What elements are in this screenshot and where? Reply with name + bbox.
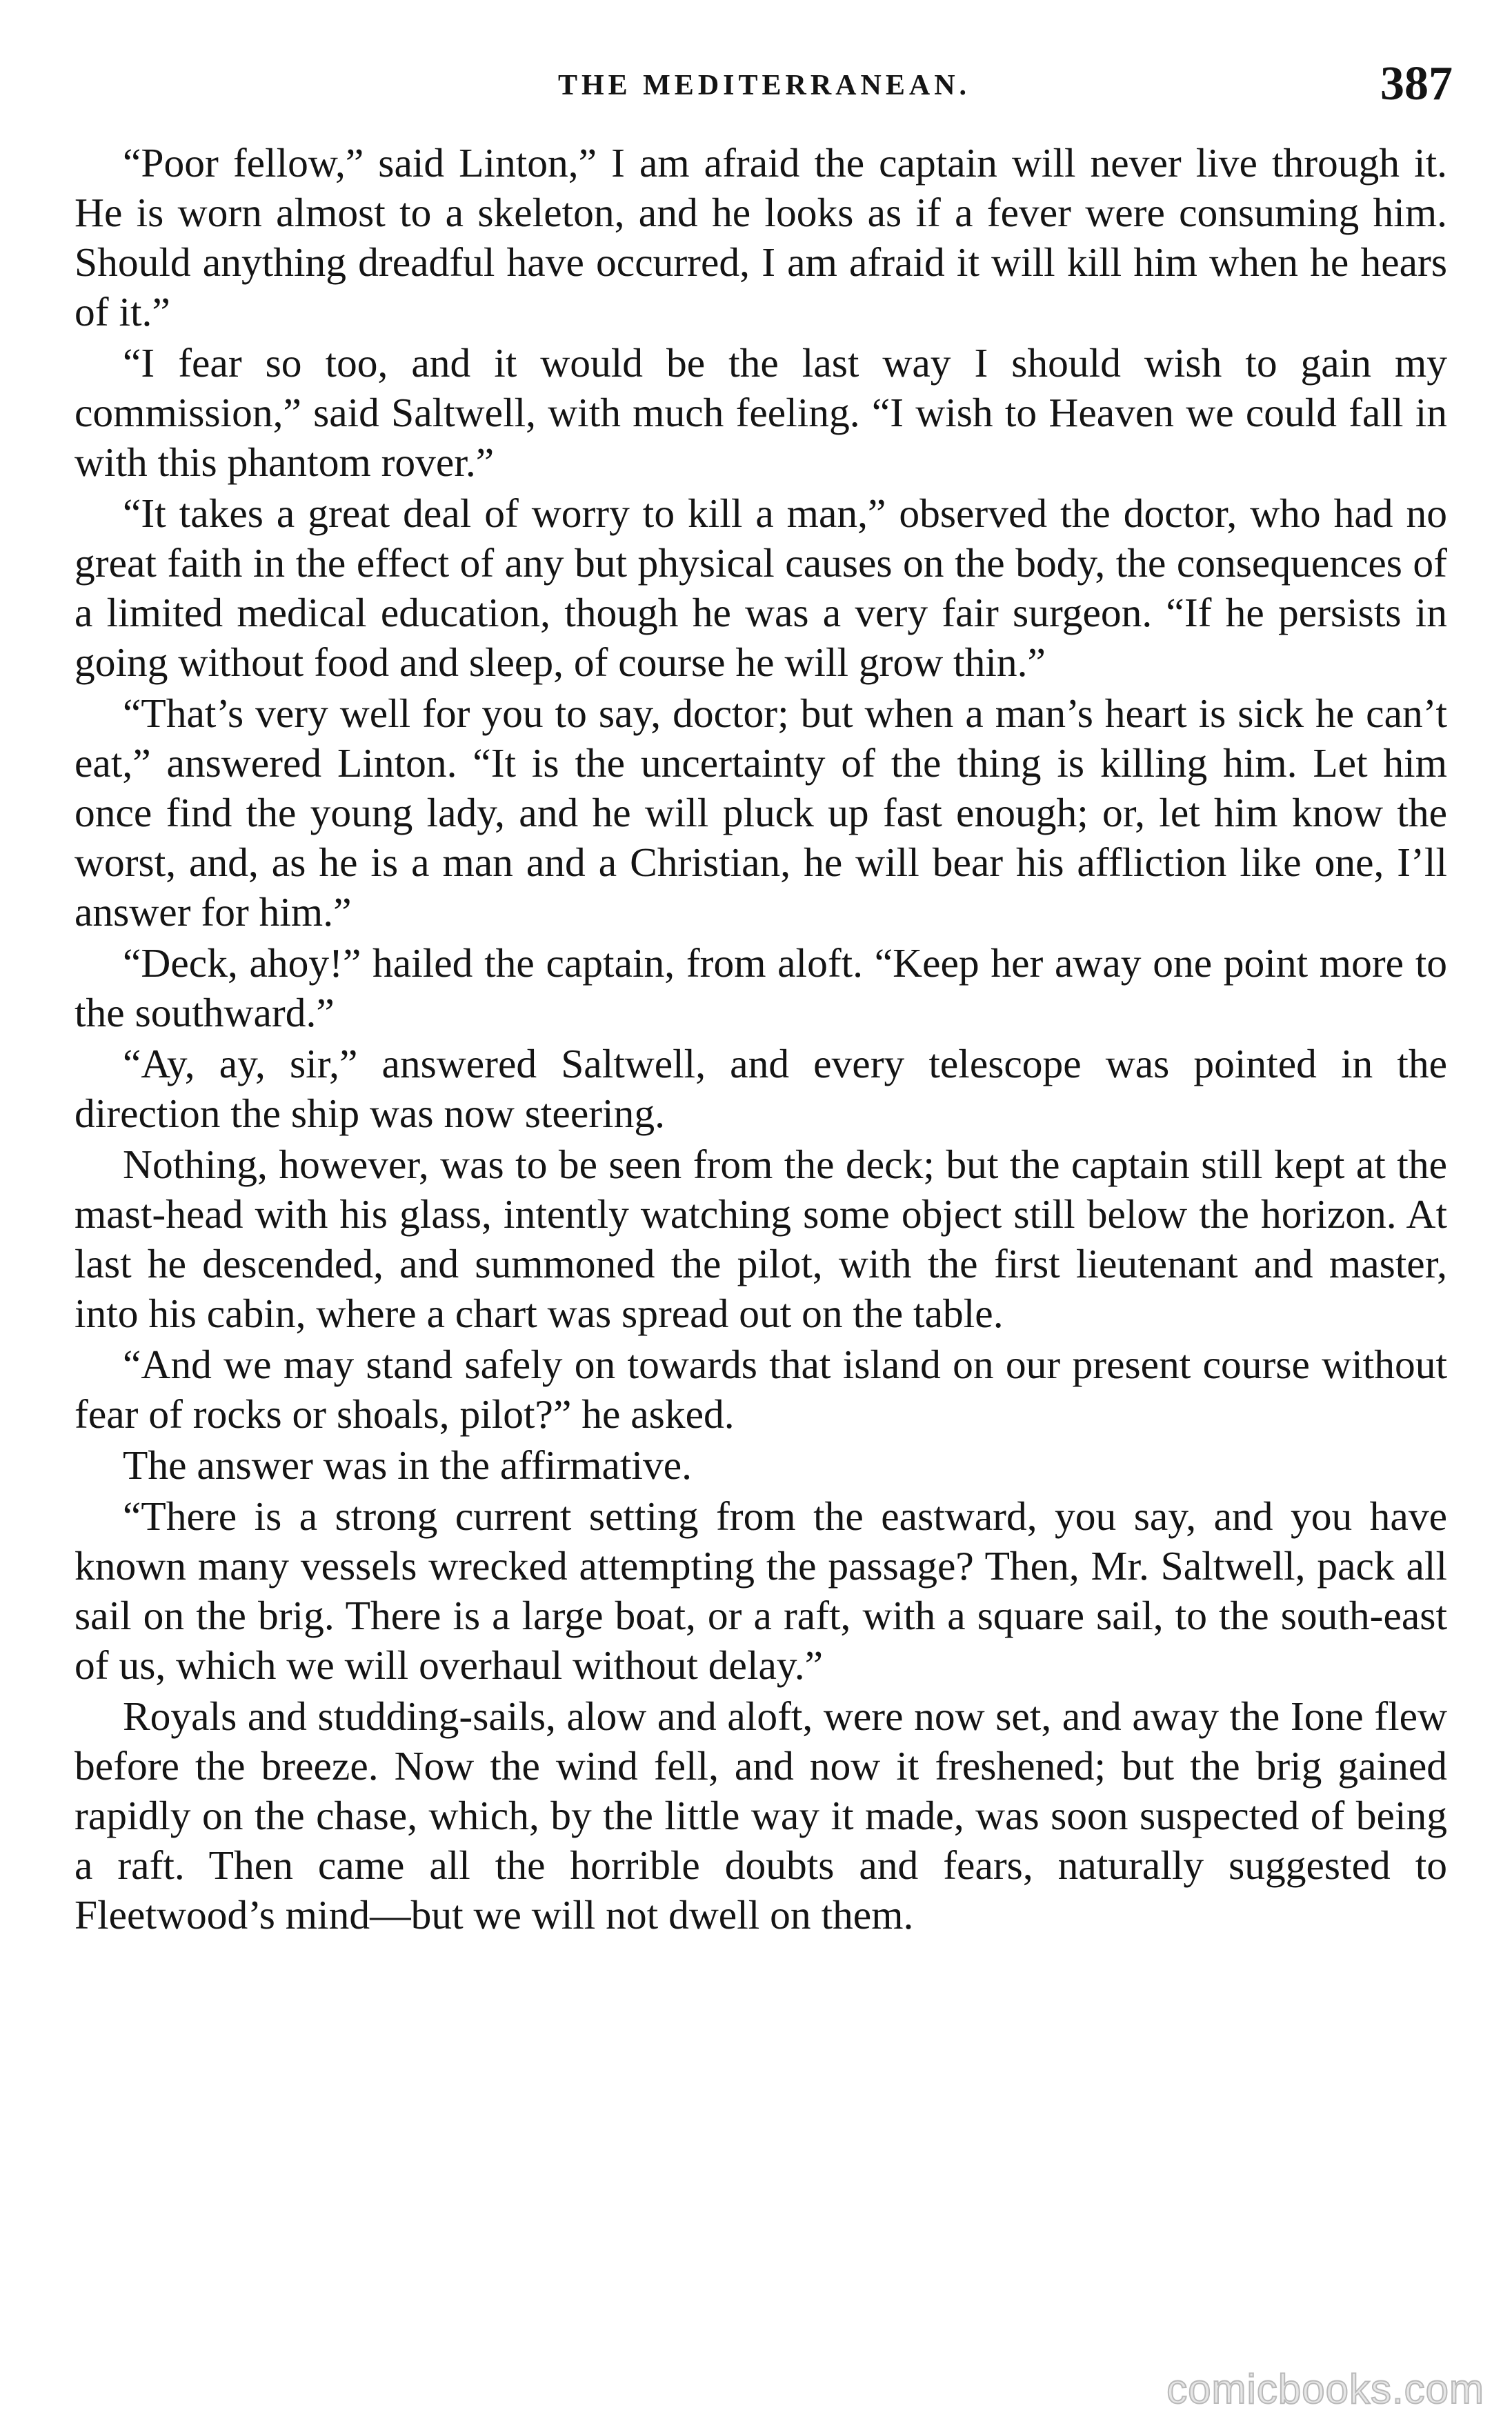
paragraph: Royals and studding-sails, alow and aloft, were now set, and away the Ione flew before the breeze. Now the wind fell, and now it freshened; but the brig gained rapidly on the chase, which, by the little way it made, was soon suspected of being a raft. Then came all the horrible doubts and fears, naturally suggested to Fleetwood’s mind—but we will not dwell on them. bbox=[74, 1693, 1447, 1938]
watermark: comicbooks.com bbox=[1166, 2366, 1484, 2412]
paragraph: “It takes a great deal of worry to kill a man,” observed the doctor, who had no great faith in the effect of any but physical causes on the body, the consequences of a limited medical education, though he was a very fair surgeon. “If he persists in going without food and sleep, of course he will grow thin.” bbox=[74, 490, 1447, 685]
paragraph: The answer was in the affirmative. bbox=[123, 1442, 692, 1488]
paragraph: “That’s very well for you to say, doctor; but when a man’s heart is sick he can’t eat,” answered Linton. “It is the uncertainty of the thing is killing him. Let him once find the young lady, and he will pluck up fast enough; or, let him know the worst, and, as he is a man and a Christian, he will bear his affliction like one, I’ll answer for him.” bbox=[74, 690, 1447, 935]
paragraph: “And we may stand safely on towards that island on our present course without fear of rocks or shoals, pilot?” he asked. bbox=[74, 1342, 1447, 1437]
page-number: 387 bbox=[1380, 57, 1453, 110]
running-title: THE MEDITERRANEAN. bbox=[557, 70, 971, 101]
body-text bbox=[74, 138, 1447, 1940]
running-head bbox=[76, 57, 1453, 119]
paragraph: Nothing, however, was to be seen from the deck; but the captain still kept at the mast-head with his glass, intently watching some object still below the horizon. At last he descended, and summoned the pilot, with the first lieutenant and master, into his cabin, where a chart was spread out on the table. bbox=[74, 1142, 1447, 1336]
paragraph: “Poor fellow,” said Linton,” I am afraid the captain will never live through it. He is worn almost to a skeleton, and he looks as if a fever were consuming him. Should anything dreadful have occurred, I am afraid it will kill him when he hears of it.” bbox=[74, 140, 1447, 335]
paragraph: “Deck, ahoy!” hailed the captain, from aloft. “Keep her away one point more to the southward.” bbox=[74, 940, 1447, 1035]
paragraph: “Ay, ay, sir,” answered Saltwell, and every telescope was pointed in the direction the ship was now steering. bbox=[74, 1041, 1447, 1136]
paragraph: “There is a strong current setting from the eastward, you say, and you have known many vessels wrecked attempting the passage? Then, Mr. Saltwell, pack all sail on the brig. There is a large boat, or a raft, with a square sail, to the south-east of us, which we will overhaul without delay.” bbox=[74, 1493, 1447, 1688]
paragraph: “I fear so too, and it would be the last way I should wish to gain my commission,” said Saltwell, with much feeling. “I wish to Heaven we could fall in with this phantom rover.” bbox=[74, 340, 1447, 485]
